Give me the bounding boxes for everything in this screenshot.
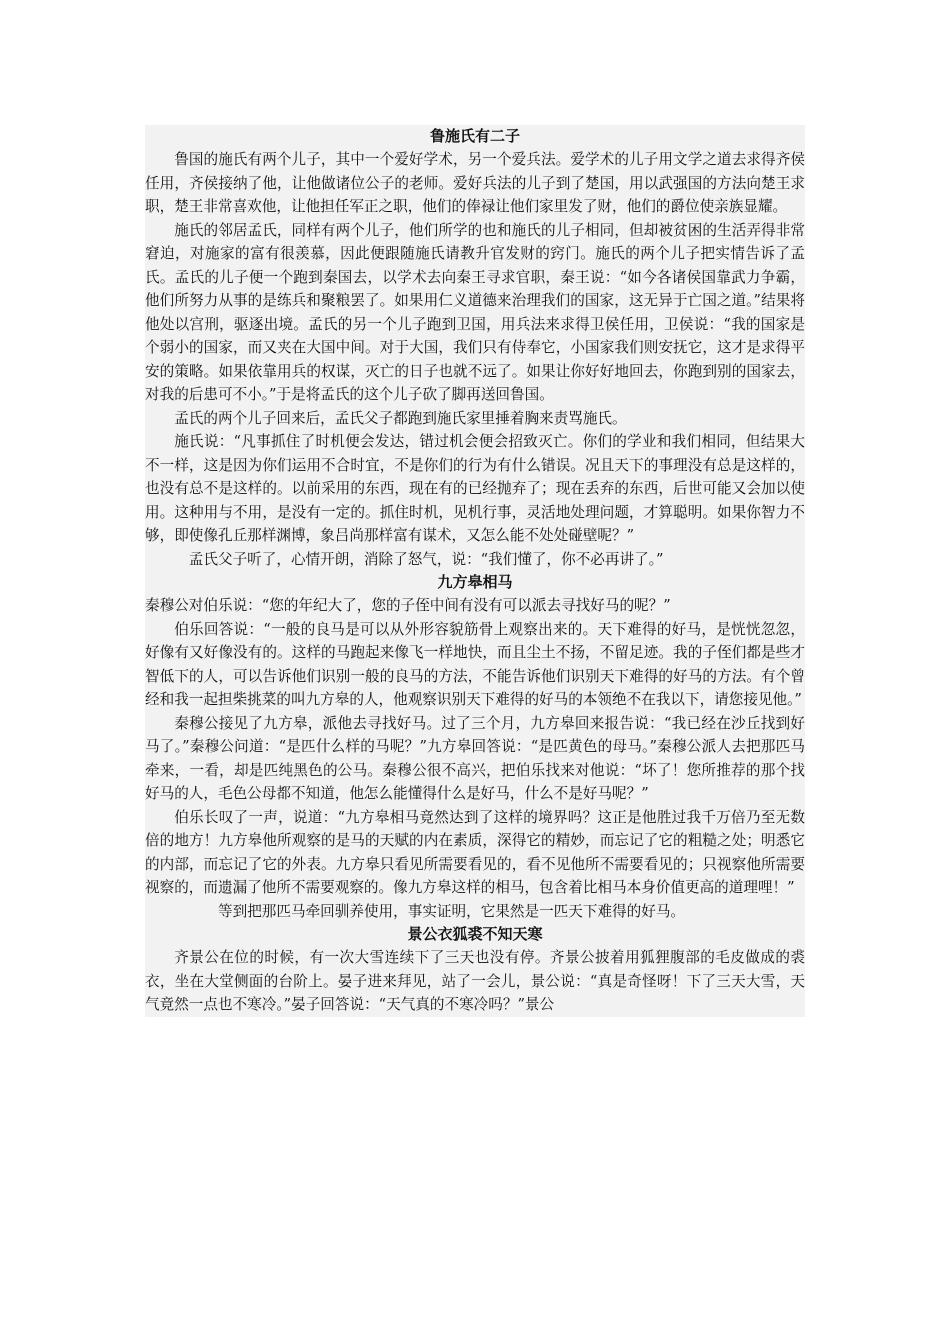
paragraph: 孟氏父子听了，心情开朗，消除了怒气，说：“我们懂了，你不必再讲了。”: [188, 550, 664, 568]
document-body: [145, 125, 805, 1017]
paragraph: 齐景公在位的时候，有一次大雪连续下了三天也没有停。齐景公披着用狐狸腹部的毛皮做成的裘衣，坐在大堂侧面的台阶上。晏子进来拜见，站了一会儿，景公说：“真是奇怪呀！下了三天大雪，天气竟然一点也不寒冷。”晏子回答说：“天气真的不寒冷吗？”景公: [145, 949, 805, 1013]
paragraph: 施氏的邻居孟氏，同样有两个儿子，他们所学的也和施氏的儿子相同，但却被贫困的生活弄得非常窘迫，对施家的富有很羡慕，因此便跟随施氏请教升官发财的窍门。施氏的两个儿子把实情告诉了孟氏。孟氏的儿子便一个跑到秦国去，以学术去向秦王寻求官职，秦王说：“如今各诸侯国靠武力争霸，他们所努力从事的是练兵和聚粮罢了。如果用仁义道德来治理我们的国家，这无异于亡国之道。”结果将他处以宫刑，驱逐出境。孟氏的另一个儿子跑到卫国，用兵法来求得卫侯任用，卫侯说：“我的国家是个弱小的国家，而又夹在大国中间。对于大国，我们只有侍奉它，小国家我们则安抚它，这才是求得平安的策略。如果依靠用兵的权谋，灭亡的日子也就不远了。如果让你好好地回去，你跑到别的国家去，对我的后患可不小。”于是将孟氏的这个儿子砍了脚再送回鲁国。: [145, 221, 805, 403]
paragraph: 孟氏的两个儿子回来后，孟氏父子都跑到施氏家里捶着胸来责骂施氏。: [174, 409, 627, 427]
paragraph: 鲁国的施氏有两个儿子，其中一个爱好学术，另一个爱兵法。爱学术的儿子用文学之道去求得齐侯任用，齐侯接纳了他，让他做诸位公子的老师。爱好兵法的儿子到了楚国，用以武强国的方法向楚王求职，楚王非常喜欢他，让他担任军正之职，他们的俸禄让他们家里发了财，他们的爵位使亲族显耀。: [145, 151, 805, 215]
section-title: 鲁施氏有二子: [429, 127, 520, 145]
paragraph: 等到把那匹马牵回驯养使用，事实证明，它果然是一匹天下难得的好马。: [218, 902, 686, 920]
paragraph: 秦穆公对伯乐说：“您的年纪大了，您的子侄中间有没有可以派去寻找好马的呢？”: [145, 597, 671, 614]
paragraph: 秦穆公接见了九方皋，派他去寻找好马。过了三个月，九方皋回来报告说：“我已经在沙丘找到好马了。”秦穆公问道：“是匹什么样的马呢？”九方皋回答说：“是匹黄色的母马。”秦穆公派人去把那匹马牵来，一看，却是匹纯黑色的公马。秦穆公很不高兴，把伯乐找来对他说：“坏了！您所推荐的那个找好马的人，毛色公母都不知道，他怎么能懂得什么是好马，什么不是好马呢？”: [145, 714, 805, 802]
paragraph: 施氏说：“凡事抓住了时机便会发达，错过机会便会招致灭亡。你们的学业和我们相同，但结果大不一样，这是因为你们运用不合时宜，不是你们的行为有什么错误。况且天下的事理没有总是这样的，也没有总不是这样的。以前采用的东西，现在有的已经抛弃了；现在丢弃的东西，后世可能又会加以使用。这种用与不用，是没有一定的。抓住时机，见机行事，灵活地处理问题，才算聪明。如果你智力不够，即使像孔丘那样渊博，象吕尚那样富有谋术，又怎么能不处处碰壁呢？”: [145, 433, 805, 544]
section-title: 九方皋相马: [437, 573, 513, 591]
paragraph: 伯乐回答说：“一般的良马是可以从外形容貌筋骨上观察出来的。天下难得的好马，是恍恍忽忽，好像有又好像没有的。这样的马跑起来像飞一样地快，而且尘土不扬，不留足迹。我的子侄们都是些才智低下的人，可以告诉他们识别一般的良马的方法，不能告诉他们识别天下难得的好马的方法。有个曾经和我一起担柴挑菜的叫九方皋的人，他观察识别天下难得的好马的本领绝不在我以下，请您接见他。”: [145, 620, 805, 708]
paragraph: 伯乐长叹了一声，说道：“九方皋相马竟然达到了这样的境界吗？这正是他胜过我千万倍乃至无数倍的地方！九方皋他所观察的是马的天赋的内在素质，深得它的精妙，而忘记了它的粗糙之处；明悉它的内部，而忘记了它的外表。九方皋只看见所需要看见的，看不见他所不需要看见的；只视察他所需要视察的，而遗漏了他所不需要观察的。像九方皋这样的相马，包含着比相马本身价值更高的道理哩！”: [145, 808, 805, 896]
section-title: 景公衣狐裘不知天寒: [407, 925, 543, 943]
